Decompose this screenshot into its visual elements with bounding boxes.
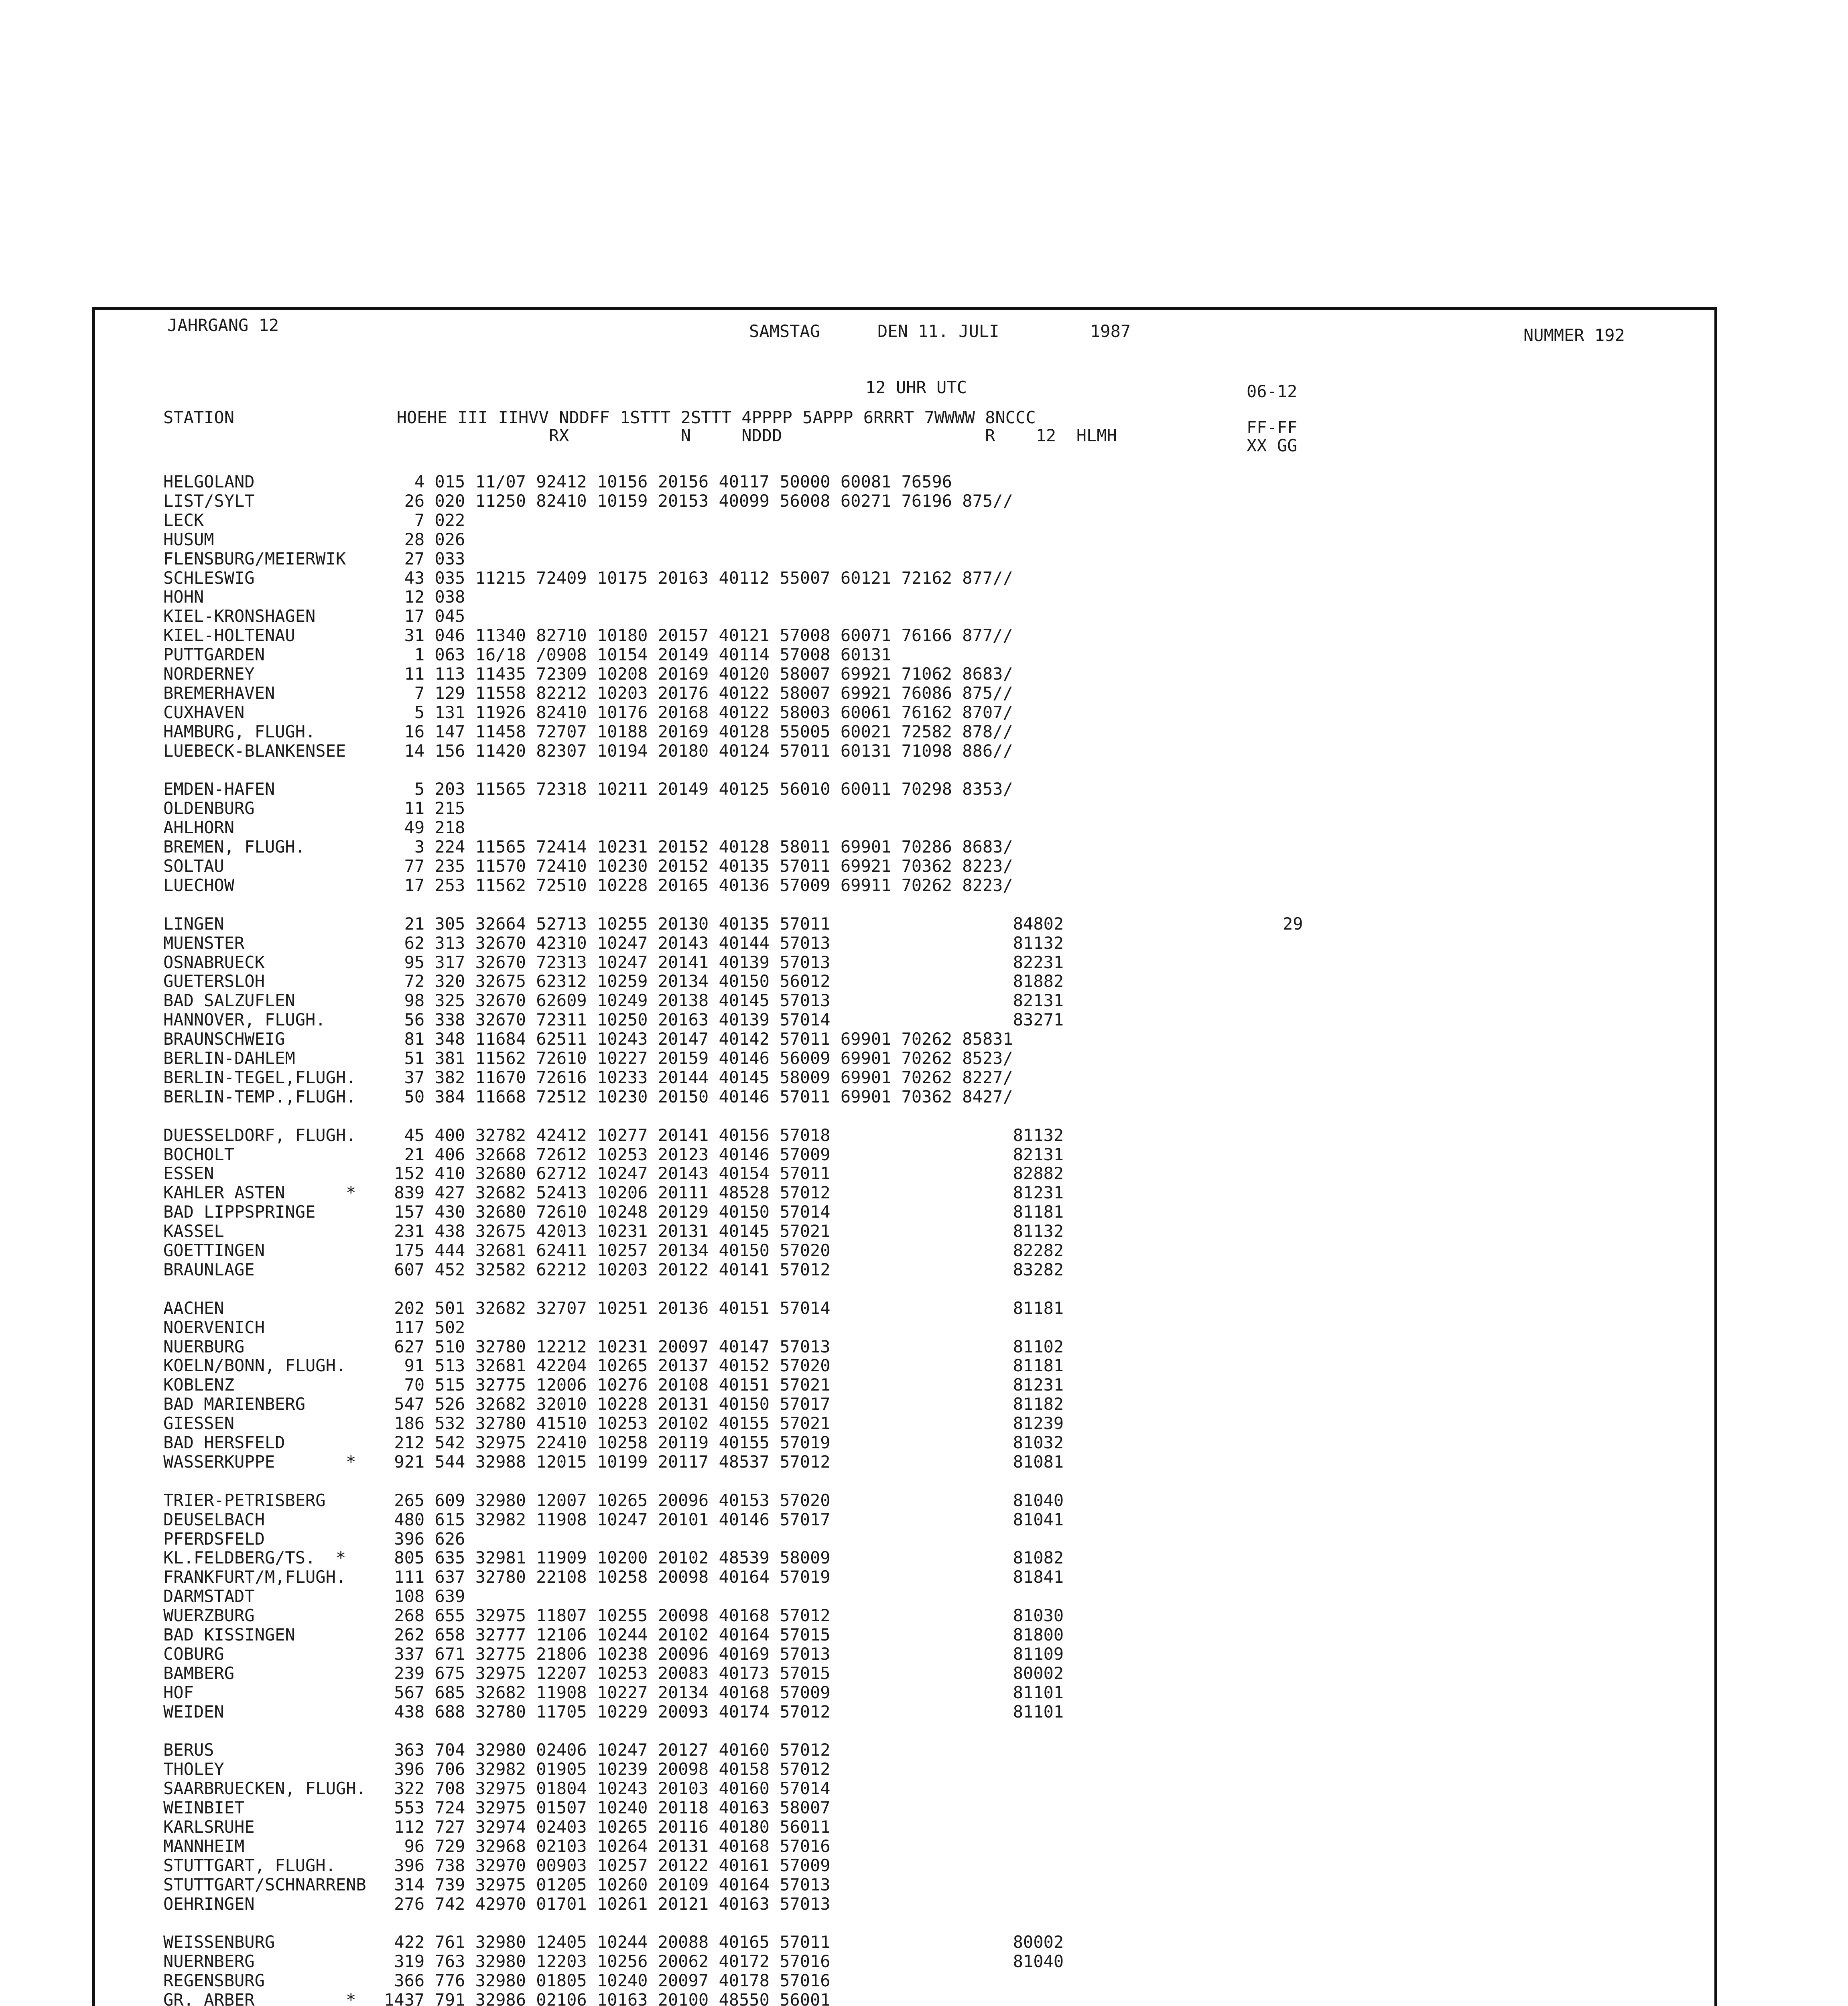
table-row (95, 1990, 1714, 2006)
table-row (95, 1414, 1714, 1433)
station-values: 31 046 11340 82710 10180 20157 40121 57008 60071 76166 877// (384, 625, 1013, 646)
station-values: 627 510 32780 12212 10231 20097 40147 57013 81102 (384, 1336, 1064, 1356)
column-header-line2: RX N NDDD R 12 HLMH (163, 426, 1117, 445)
table-row (95, 1375, 1714, 1395)
table-row (95, 684, 1714, 703)
station-values: 70 515 32775 12006 10276 20108 40151 57021 81231 (384, 1375, 1064, 1395)
station-values: 1437 791 32986 02106 10163 20100 48550 56001 (384, 1990, 831, 2006)
station-name: PFERDSFELD (163, 1529, 265, 1549)
station-values: 175 444 32681 62411 10257 20134 40150 57020 82282 (384, 1241, 1064, 1260)
station-name: BERUS (163, 1740, 214, 1760)
table-row (95, 1702, 1714, 1722)
table-row (95, 1683, 1714, 1702)
station-values: 186 532 32780 41510 10253 20102 40155 57021 81239 (384, 1413, 1064, 1433)
spacer-row (95, 1107, 1714, 1126)
table-row (95, 1664, 1714, 1683)
table-row (95, 1241, 1714, 1260)
station-ff-value: 29 (1283, 914, 1303, 934)
station-name: WASSERKUPPE * (163, 1452, 356, 1472)
station-name: BRAUNLAGE (163, 1259, 255, 1279)
station-name: MUENSTER (163, 933, 245, 953)
station-values: 72 320 32675 62312 10259 20134 40150 56012 81882 (384, 971, 1064, 991)
station-name: BERLIN-TEGEL,FLUGH. (163, 1067, 356, 1087)
station-values: 26 020 11250 82410 10159 20153 40099 56008 60271 76196 875// (384, 491, 1013, 511)
station-values: 157 430 32680 72610 10248 20129 40150 57014 81181 (384, 1202, 1064, 1222)
table-row (95, 1952, 1714, 1971)
station-values: 45 400 32782 42412 10277 20141 40156 57018 81132 (384, 1125, 1064, 1145)
station-values: 17 045 (384, 606, 465, 626)
table-row (95, 722, 1714, 741)
station-name: KIEL-HOLTENAU (163, 625, 295, 646)
station-name: GIESSEN (163, 1413, 235, 1433)
station-name: BAD HERSFELD (163, 1433, 285, 1452)
table-row (95, 837, 1714, 857)
table-row (95, 1087, 1714, 1107)
table-row (95, 1625, 1714, 1645)
station-values: 363 704 32980 02406 10247 20127 40160 57012 (384, 1740, 831, 1760)
station-name: SOLTAU (163, 856, 224, 876)
spacer-row (95, 761, 1714, 780)
station-values: 98 325 32670 62609 10249 20138 40145 57013 82131 (384, 991, 1064, 1011)
station-values: 81 348 11684 62511 10243 20147 40142 57011 69901 70262 85831 (384, 1029, 1013, 1049)
station-values: 49 218 (384, 818, 465, 838)
station-values: 117 502 (384, 1317, 465, 1337)
station-values: 438 688 32780 11705 10229 20093 40174 57012 81101 (384, 1701, 1064, 1722)
station-values: 21 406 32668 72612 10253 20123 40146 57009 82131 (384, 1144, 1064, 1164)
table-row (95, 626, 1714, 645)
station-name: KIEL-KRONSHAGEN (163, 606, 316, 626)
station-values: 43 035 11215 72409 10175 20163 40112 55007 60121 72162 877// (384, 568, 1013, 588)
station-name: AACHEN (163, 1298, 224, 1318)
station-values: 111 637 32780 22108 10258 20098 40164 57019 81841 (384, 1567, 1064, 1587)
station-name: BREMERHAVEN (163, 683, 275, 703)
table-row (95, 1049, 1714, 1068)
station-name: LUECHOW (163, 875, 235, 895)
table-row (95, 1318, 1714, 1337)
station-name: WUERZBURG (163, 1606, 255, 1626)
station-values: 839 427 32682 52413 10206 20111 48528 57012 81231 (384, 1183, 1064, 1203)
table-row (95, 511, 1714, 530)
station-name: AHLHORN (163, 818, 235, 838)
station-values: 553 724 32975 01507 10240 20118 40163 58007 (384, 1798, 831, 1818)
table-row (95, 953, 1714, 972)
station-values: 396 738 32970 00903 10257 20122 40161 57009 (384, 1855, 831, 1875)
station-name: WEINBIET (163, 1798, 245, 1818)
station-values: 547 526 32682 32010 10228 20131 40150 57017 81182 (384, 1394, 1064, 1414)
table-row (95, 1299, 1714, 1318)
station-values: 108 639 (384, 1586, 465, 1606)
station-name: BOCHOLT (163, 1144, 235, 1164)
table-row (95, 1837, 1714, 1856)
station-values: 319 763 32980 12203 10256 20062 40172 57016 81040 (384, 1951, 1064, 1971)
table-row (95, 1567, 1714, 1587)
station-values: 21 305 32664 52713 10255 20130 40135 57011 84802 (384, 914, 1064, 934)
station-values: 3 224 11565 72414 10231 20152 40128 58011 69901 70286 8683/ (384, 837, 1013, 857)
table-row (95, 1856, 1714, 1875)
table-row (95, 1760, 1714, 1779)
station-name: DARMSTADT (163, 1586, 255, 1606)
station-name: FLENSBURG/MEIERWIK (163, 548, 346, 569)
station-values: 28 026 (384, 529, 465, 549)
spacer-row (95, 1722, 1714, 1741)
station-values: 96 729 32968 02103 10264 20131 40168 57016 (384, 1836, 831, 1856)
station-name: FRANKFURT/M,FLUGH. (163, 1567, 346, 1587)
station-name: GOETTINGEN (163, 1241, 265, 1260)
table-row (95, 645, 1714, 664)
station-values: 268 655 32975 11807 10255 20098 40168 57012 81030 (384, 1606, 1064, 1626)
table-row (95, 1645, 1714, 1664)
table-row (95, 587, 1714, 607)
spacer-row (95, 1914, 1714, 1933)
station-name: LECK (163, 510, 204, 530)
table-row (95, 1491, 1714, 1510)
station-name: OEHRINGEN (163, 1894, 255, 1914)
station-name: TRIER-PETRISBERG (163, 1490, 326, 1510)
station-name: LUEBECK-BLANKENSEE (163, 741, 346, 761)
spacer-row (95, 895, 1714, 914)
station-values: 314 739 32975 01205 10260 20109 40164 57013 (384, 1874, 831, 1894)
station-values: 567 685 32682 11908 10227 20134 40168 57009 81101 (384, 1682, 1064, 1702)
table-row (95, 703, 1714, 722)
station-name: KASSEL (163, 1221, 224, 1241)
station-values: 5 131 11926 82410 10176 20168 40122 58003 60061 76162 8707/ (384, 702, 1013, 722)
station-name: WEISSENBURG (163, 1932, 275, 1952)
station-name: GUETERSLOH (163, 971, 265, 991)
station-values: 77 235 11570 72410 10230 20152 40135 57011 69921 70362 8223/ (384, 856, 1013, 876)
xx-gg-header: XX GG (1247, 436, 1298, 455)
station-values: 4 015 11/07 92412 10156 20156 40117 50000 60081 76596 (384, 472, 952, 491)
table-row (95, 1183, 1714, 1202)
station-name: DEUSELBACH (163, 1509, 265, 1529)
table-row (95, 1202, 1714, 1222)
station-name: EMDEN-HAFEN (163, 779, 275, 799)
issue-number: NUMMER 192 (1523, 325, 1625, 345)
station-values: 366 776 32980 01805 10240 20097 40178 57016 (384, 1971, 831, 1991)
report-sheet (92, 307, 1717, 2006)
table-row (95, 1433, 1714, 1452)
station-name: HOF (163, 1682, 194, 1702)
station-name: HAMBURG, FLUGH. (163, 721, 316, 741)
table-row (95, 569, 1714, 588)
station-name: BAD MARIENBERG (163, 1394, 306, 1414)
station-values: 396 626 (384, 1529, 465, 1549)
table-row (95, 1010, 1714, 1029)
station-name: PUTTGARDEN (163, 645, 265, 665)
station-values: 56 338 32670 72311 10250 20163 40139 57014 83271 (384, 1010, 1064, 1030)
station-name: BAMBERG (163, 1663, 235, 1683)
station-values: 51 381 11562 72610 10227 20159 40146 56009 69901 70262 8523/ (384, 1048, 1013, 1068)
station-name: REGENSBURG (163, 1971, 265, 1991)
station-name: NUERBURG (163, 1336, 245, 1356)
table-row (95, 1971, 1714, 1990)
station-values: 480 615 32982 11908 10247 20101 40146 57017 81041 (384, 1509, 1064, 1529)
station-name: SAARBRUECKEN, FLUGH. (163, 1779, 366, 1799)
station-values: 212 542 32975 22410 10258 20119 40155 57019 81032 (384, 1433, 1064, 1452)
station-name: DUESSELDORF, FLUGH. (163, 1125, 356, 1145)
station-values: 152 410 32680 62712 10247 20143 40154 57011 82882 (384, 1163, 1064, 1184)
station-values: 239 675 32975 12207 10253 20083 40173 57015 80002 (384, 1663, 1064, 1683)
table-row (95, 1068, 1714, 1087)
station-values: 396 706 32982 01905 10239 20098 40158 57012 (384, 1759, 831, 1779)
station-values: 262 658 32777 12106 10244 20102 40164 57015 81800 (384, 1625, 1064, 1645)
table-row (95, 914, 1714, 934)
table-row (95, 1587, 1714, 1606)
station-values: 12 038 (384, 587, 465, 607)
station-values: 11 215 (384, 798, 465, 818)
table-row (95, 934, 1714, 953)
year-label: 1987 (1090, 321, 1131, 341)
station-name: LIST/SYLT (163, 491, 255, 511)
station-values: 265 609 32980 12007 10265 20096 40153 57020 81040 (384, 1490, 1064, 1510)
spacer-row (95, 1472, 1714, 1491)
station-name: HELGOLAND (163, 472, 255, 491)
station-values: 1 063 16/18 /0908 10154 20149 40114 57008 60131 (384, 645, 892, 665)
station-name: COBURG (163, 1644, 224, 1664)
station-values: 11 113 11435 72309 10208 20169 40120 58007 69921 71062 8683/ (384, 664, 1013, 684)
day-label: SAMSTAG (749, 321, 820, 341)
station-values: 7 129 11558 82212 10203 20176 40122 58007 69921 76086 875// (384, 683, 1013, 703)
spacer-row (95, 1279, 1714, 1299)
table-row (95, 1356, 1714, 1375)
observation-time: 12 UHR UTC (865, 378, 967, 397)
station-values: 231 438 32675 42013 10231 20131 40145 57021 81132 (384, 1221, 1064, 1241)
station-name: LINGEN (163, 914, 224, 934)
table-row (95, 1817, 1714, 1837)
station-values: 337 671 32775 21806 10238 20096 40169 57013 81109 (384, 1644, 1064, 1664)
table-row (95, 472, 1714, 491)
station-name: HANNOVER, FLUGH. (163, 1010, 326, 1030)
station-values: 276 742 42970 01701 10261 20121 40163 57013 (384, 1894, 831, 1914)
table-row (95, 1260, 1714, 1279)
table-row (95, 491, 1714, 511)
table-row (95, 1740, 1714, 1760)
station-values: 202 501 32682 32707 10251 20136 40151 57014 81181 (384, 1298, 1064, 1318)
table-row (95, 664, 1714, 684)
period-label: 06-12 (1247, 382, 1298, 401)
station-name: KOBLENZ (163, 1375, 235, 1395)
table-row (95, 1529, 1714, 1549)
station-name: THOLEY (163, 1759, 224, 1779)
table-row (95, 991, 1714, 1010)
station-name: CUXHAVEN (163, 702, 245, 722)
table-row (95, 818, 1714, 837)
station-values: 422 761 32980 12405 10244 20088 40165 57011 80002 (384, 1932, 1064, 1952)
table-row (95, 1337, 1714, 1356)
table-row (95, 1933, 1714, 1952)
table-row (95, 780, 1714, 799)
date-label: DEN 11. JULI (877, 321, 999, 341)
station-values: 16 147 11458 72707 10188 20169 40128 55005 60021 72582 878// (384, 721, 1013, 741)
station-name: BAD SALZUFLEN (163, 991, 295, 1011)
station-name: NORDERNEY (163, 664, 255, 684)
station-name: OLDENBURG (163, 798, 255, 818)
table-row (95, 530, 1714, 549)
station-values: 50 384 11668 72512 10230 20150 40146 57011 69901 70362 8427/ (384, 1086, 1013, 1107)
column-header-line1: STATION HOEHE III IIHVV NDDFF 1STTT 2STTT 4PPPP 5APPP 6RRRT 7WWWW 8NCCC (163, 408, 1036, 427)
station-name: SCHLESWIG (163, 568, 255, 588)
station-values: 17 253 11562 72510 10228 20165 40136 57009 69911 70262 8223/ (384, 875, 1013, 895)
table-row (95, 549, 1714, 569)
table-row (95, 1395, 1714, 1414)
table-row (95, 1126, 1714, 1145)
station-name: BERLIN-DAHLEM (163, 1048, 295, 1068)
station-name: OSNABRUECK (163, 952, 265, 972)
station-name: BRAUNSCHWEIG (163, 1029, 285, 1049)
table-row (95, 1029, 1714, 1049)
table-row (95, 1875, 1714, 1894)
station-name: KARLSRUHE (163, 1817, 255, 1837)
station-name: WEIDEN (163, 1701, 224, 1722)
station-name: KOELN/BONN, FLUGH. (163, 1356, 346, 1376)
station-name: HOHN (163, 587, 204, 607)
jahrgang-label: JAHRGANG 12 (167, 315, 279, 335)
ff-header: FF-FF (1247, 418, 1298, 437)
table-row (95, 1548, 1714, 1567)
station-name: STUTTGART/SCHNARRENB (163, 1874, 366, 1894)
table-row (95, 1510, 1714, 1529)
station-name: STUTTGART, FLUGH. (163, 1855, 336, 1875)
table-row (95, 972, 1714, 991)
station-name: GR. ARBER * (163, 1990, 356, 2006)
station-values: 62 313 32670 42310 10247 20143 40144 57013 81132 (384, 933, 1064, 953)
station-values: 95 317 32670 72313 10247 20141 40139 57013 82231 (384, 952, 1064, 972)
station-name: NUERNBERG (163, 1951, 255, 1971)
table-row (95, 857, 1714, 876)
station-name: BERLIN-TEMP.,FLUGH. (163, 1086, 356, 1107)
table-row (95, 1894, 1714, 1914)
table-row (95, 799, 1714, 818)
station-name: BAD KISSINGEN (163, 1625, 295, 1645)
station-name: KL.FELDBERG/TS. * (163, 1548, 346, 1568)
station-values: 805 635 32981 11909 10200 20102 48539 58009 81082 (384, 1548, 1064, 1568)
table-row (95, 1452, 1714, 1472)
table-row (95, 876, 1714, 895)
station-values: 7 022 (384, 510, 465, 530)
table-row (95, 1164, 1714, 1183)
station-name: NOERVENICH (163, 1317, 265, 1337)
station-values: 322 708 32975 01804 10243 20103 40160 57014 (384, 1779, 831, 1799)
table-row (95, 607, 1714, 626)
station-values: 27 033 (384, 548, 465, 569)
station-values: 91 513 32681 42204 10265 20137 40152 57020 81181 (384, 1356, 1064, 1376)
table-row (95, 1779, 1714, 1798)
station-name: BREMEN, FLUGH. (163, 837, 306, 857)
station-name: KAHLER ASTEN * (163, 1183, 356, 1203)
table-row (95, 1222, 1714, 1241)
station-name: HUSUM (163, 529, 214, 549)
station-name: MANNHEIM (163, 1836, 245, 1856)
station-values: 5 203 11565 72318 10211 20149 40125 56010 60011 70298 8353/ (384, 779, 1013, 799)
table-row (95, 741, 1714, 761)
table-row (95, 1798, 1714, 1817)
table-row (95, 1606, 1714, 1625)
station-name: ESSEN (163, 1163, 214, 1184)
station-name: BAD LIPPSPRINGE (163, 1202, 316, 1222)
table-row (95, 1145, 1714, 1164)
station-values: 921 544 32988 12015 10199 20117 48537 57012 81081 (384, 1452, 1064, 1472)
station-values: 37 382 11670 72616 10233 20144 40145 58009 69901 70262 8227/ (384, 1067, 1013, 1087)
station-values: 112 727 32974 02403 10265 20116 40180 56011 (384, 1817, 831, 1837)
station-values: 14 156 11420 82307 10194 20180 40124 57011 60131 71098 886// (384, 741, 1013, 761)
station-values: 607 452 32582 62212 10203 20122 40141 57012 83282 (384, 1259, 1064, 1279)
